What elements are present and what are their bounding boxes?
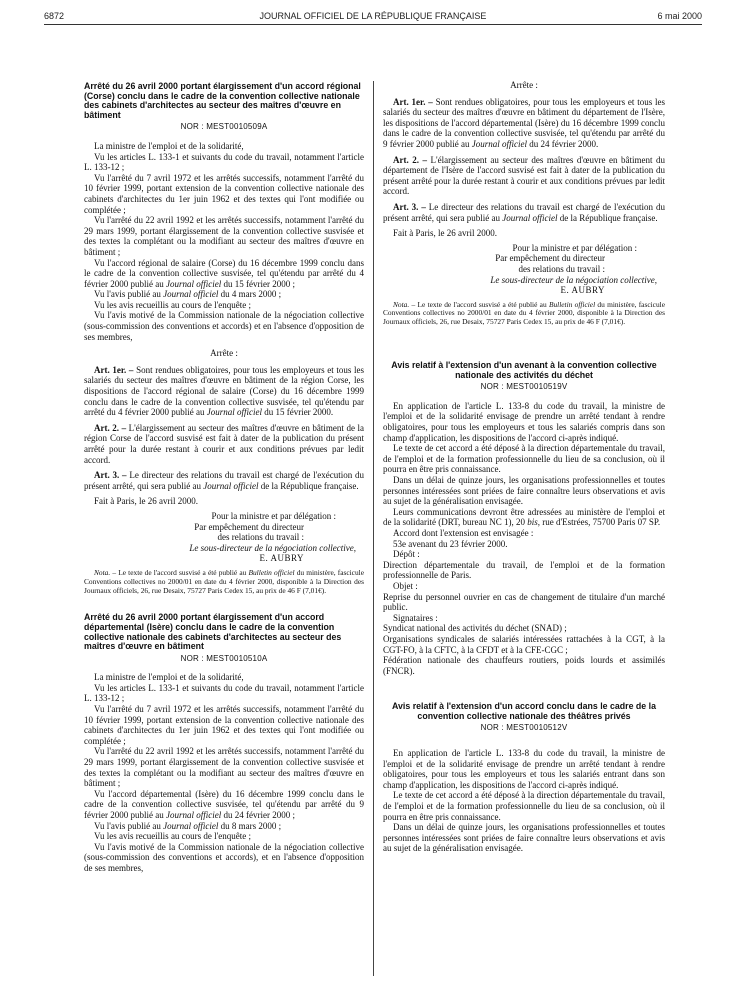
paragraph: Reprise du personnel ouvrier en cas de changement de titulaire d'un marché public. <box>383 591 665 613</box>
paragraph: Accord dont l'extension est envisagée : <box>393 527 534 538</box>
signature-line: Pour la ministre et par délégation : <box>512 242 637 253</box>
page-number: 6872 <box>44 11 65 21</box>
paragraph: Vu l'avis motivé de la Commission nationale de la négociation collective (sous-commission des conventions et accords), et en l'absence d'opposition de ses membres, <box>84 841 364 873</box>
nor-reference: NOR : MESТ0010519V <box>480 382 568 392</box>
nor-reference: NOR : MESТ0010510A <box>180 653 268 663</box>
paragraph: Le texte de cet accord a été déposé à la direction départementale du travail, de l'emploi et de la formation professionnelle du lieu de sa conclusion, où il pourra en être pris connaissance. <box>383 443 665 475</box>
paragraph: Vu les avis recueillis au cours de l'enquête ; <box>94 299 252 310</box>
nota: Nota. – Le texte de l'accord susvisé a été publié au Bulletin officiel du ministère, fascicule Conventions collectives no 2000/01 en date du 4 février 2000, disponible à la Direction des Journaux officiels, 26, rue Desaix, 75727 Paris Cedex 15, au prix de 46 F (7,01€). <box>383 299 665 327</box>
paragraph: Vu l'accord départemental (Isère) du 16 décembre 1999 conclu dans le cadre de la convention collective susvisée, tel qu'étendu par arrêté du 9 février 2000 publié au Journal officiel du 24 février 2000 ; <box>84 788 364 821</box>
paragraph: Vu les articles L. 133-1 et suivants du code du travail, notamment l'article L. 133-12 ; <box>84 682 364 704</box>
signature-line: des relations du travail : <box>518 263 605 274</box>
paragraph: Vu l'avis motivé de la Commission nationale de la négociation collective (sous-commission des conventions et accords) et en l'absence d'opposition de ses membres, <box>84 310 364 342</box>
article-1: Art. 1er. – Sont rendues obligatoires, pour tous les employeurs et tous les salariés du secteur des maîtres d'œuvre en bâtiment du département de l'Isère, les dispositions de l'accord départemental (Isère) du 16 décembre 1999 conclu dans le cadre de la convention collective susvisée, tel qu'étendu par arrêté du 9 février 2000 publié au Journal officiel du 24 février 2000. <box>383 96 666 149</box>
paragraph: Vu l'arrêté du 22 avril 1992 et les arrêtés successifs, notamment l'arrêté du 29 mars 1999, portant élargissement de la convention collective susvisée et des textes la complétant ou la modifiant au secteur des maîtres d'œuvre en bâtiment ; <box>84 746 364 789</box>
article-title: Arrêté du 26 avril 2000 portant élargissement d'un accord départemental (Isère) conclu dans le cadre de la convention collective nationale des cabinets d'architectes au secteur des maîtres d'œuvre en bâtiment <box>84 612 342 652</box>
article-3: Art. 3. – Le directeur des relations du travail est chargé de l'exécution du présent arrêté, qui sera publié au Journal officiel de la République française. <box>84 470 364 491</box>
paragraph: 53e avenant du 23 février 2000. <box>393 538 508 549</box>
issue-date: 6 mai 2000 <box>657 11 702 21</box>
avis-theatres-prives <box>383 702 665 854</box>
signature-line: Pour la ministre et par délégation : <box>211 510 336 521</box>
paragraph: En application de l'article L. 133-8 du code du travail, la ministre de l'emploi et de la solidarité envisage de prendre un arrêté tendant à rendre obligatoires, pour tous les employeurs et tous les salariés compris dans son champ d'application, les dispositions de l'accord ci-après indiqué. <box>383 400 665 443</box>
signature-title: Le sous-directeur de la négociation collective, <box>189 542 356 553</box>
article-title: Avis relatif à l'extension d'un avenant à la convention collective nationale des activités du déchet <box>391 360 657 380</box>
paragraph: En application de l'article L. 133-8 du code du travail, la ministre de l'emploi et de la solidarité envisage de prendre un arrêté tendant à rendre obligatoires, pour tous les employeurs et tous les salariés entrant dans son champ d'application, les dispositions de l'accord ci-après indiqué. <box>383 748 665 790</box>
paragraph: Vu l'avis publié au Journal officiel du 8 mars 2000 ; <box>94 820 282 831</box>
place-date: Fait à Paris, le 26 avril 2000. <box>94 496 198 507</box>
article-1: Art. 1er. – Sont rendues obligatoires, pour tous les employeurs et tous les salariés du secteur des maîtres d'œuvre en bâtiment de la région Corse, les dispositions de l'accord régional de salaire (Corse) du 16 décembre 1999 conclu dans le cadre de la convention collective susvisée, tel qu'étendu par arrêté du 4 février 2000 publié au Journal officiel du 15 février 2000. <box>84 364 365 418</box>
signatory: Syndicat national des activités du déchet (SNAD) ; <box>383 623 567 634</box>
article-3: Art. 3. – Le directeur des relations du travail est chargé de l'exécution du présent arrêté, qui sera publié au Journal officiel de la République française. <box>383 201 665 223</box>
article-2: Art. 2. – L'élargissement au secteur des maîtres d'œuvre en bâtiment du département de l'Isère de l'accord susvisé est fait à dater de la publication du présent arrêté pour la durée restant à courir et aux conditions prévues par ledit accord. <box>383 154 665 197</box>
signatory: Organisations syndicales de salariés intéressées rattachées à la CGT, à la CGT-FO, à la CFTC, à la CFDT et à la CFE-CGC ; <box>383 633 665 655</box>
label: Objet : <box>393 580 418 591</box>
paragraph: Vu l'arrêté du 7 avril 1972 et les arrêtés successifs, notamment l'arrêté du 10 février 1999, portant extension de la convention collective nationale des cabinets d'architectes du 1er juin 1962 et des textes qui l'ont modifiée ou complétée ; <box>84 704 364 746</box>
paragraph: Vu les articles L. 133-1 et suivants du code du travail, notamment l'article L. 133-12 ; <box>84 151 364 173</box>
signature-line: des relations du travail : <box>217 532 304 543</box>
article-title: Arrêté du 26 avril 2000 portant élargissement d'un accord régional (Corse) conclu dans le cadre de la convention collective nationale des cabinets d'architectes au secteur des maîtres d'œuvre en bâtiment <box>84 81 361 120</box>
paragraph: La ministre de l'emploi et de la solidarité, <box>94 672 244 683</box>
article-2: Art. 2. – L'élargissement au secteur des maîtres d'œuvre en bâtiment de la région Corse de l'accord susvisé est fait à dater de la publication du présent arrêté pour la durée restant à courir et aux conditions prévues par ledit accord. <box>84 422 364 465</box>
arrete-heading: Arrête : <box>510 80 538 90</box>
paragraph: Direction départementale du travail, de l'emploi et de la formation professionnelle de Paris. <box>383 559 665 581</box>
journal-title: JOURNAL OFFICIEL DE LA RÉPUBLIQUE FRANÇAISE <box>259 11 487 21</box>
article-isere <box>84 613 364 873</box>
arrete-heading: Arrête : <box>210 348 238 359</box>
paragraph: Vu l'avis publié au Journal officiel du 4 mars 2000 ; <box>94 289 282 300</box>
paragraph: Dans un délai de quinze jours, les organisations professionnelles et toutes personnes intéressées sont priées de faire connaître leurs observations et avis au sujet de la généralisation envisagée. <box>383 822 665 854</box>
signature-line: Par empêchement du directeur <box>495 253 605 264</box>
signature-title: Le sous-directeur de la négociation collective, <box>490 274 657 285</box>
column-divider <box>373 81 374 976</box>
signature-line: Par empêchement du directeur <box>194 521 304 532</box>
left-column <box>84 82 364 874</box>
paragraph: Leurs communications devront être adressées au ministère de l'emploi et de la solidarité (DRT, bureau NC 1), 20 bis, rue d'Estrées, 75700 Paris 07 SP. <box>383 506 665 528</box>
signatory-name: E. AUBRY <box>259 553 304 564</box>
signatory-name: E. AUBRY <box>560 285 605 296</box>
running-header <box>44 11 702 25</box>
avis-activites-dechet <box>383 361 665 676</box>
header-rule <box>44 24 702 25</box>
nor-reference: NOR : MESТ0010509A <box>180 122 268 132</box>
label: Dépôt : <box>393 549 420 560</box>
paragraph: Vu l'arrêté du 7 avril 1972 et les arrêtés successifs, notamment l'arrêté du 10 février 1999, portant extension de la convention collective nationale des cabinets d'architectes du 1er juin 1962 et des textes qui l'ont modifiée ou complétée ; <box>84 172 364 215</box>
article-title: Avis relatif à l'extension d'un accord conclu dans le cadre de la convention collective nationale des théâtres privés <box>392 701 656 721</box>
paragraph: La ministre de l'emploi et de la solidarité, <box>94 140 244 151</box>
paragraph: Vu les avis recueillis au cours de l'enquête ; <box>94 831 252 842</box>
place-date: Fait à Paris, le 26 avril 2000. <box>393 228 497 239</box>
label: Signataires : <box>393 612 438 623</box>
signatory: Fédération nationale des chauffeurs routiers, poids lourds et assimilés (FNCR). <box>383 655 665 676</box>
article-corse <box>84 82 364 595</box>
right-column <box>383 80 665 854</box>
paragraph: Vu l'arrêté du 22 avril 1992 et les arrêtés successifs, notamment l'arrêté du 29 mars 1999, portant élargissement de la convention collective susvisée et des textes la complétant ou la modifiant au secteur des maîtres d'œuvre en bâtiment ; <box>84 215 364 257</box>
paragraph: Dans un délai de quinze jours, les organisations professionnelles et toutes personnes intéressées sont priées de faire connaître leurs observations et avis au sujet de la généralisation envisagée. <box>383 475 665 507</box>
paragraph: Le texte de cet accord a été déposé à la direction départementale du travail, de l'emploi et de la formation professionnelle du lieu de sa conclusion, où il pourra en être pris connaissance. <box>383 790 665 822</box>
article-isere-continued <box>383 80 665 327</box>
nota: Nota. – Le texte de l'accord susvisé a été publié au Bulletin officiel du ministère, fascicule Conventions collectives no 2000/01 en date du 4 février 2000, disponible à la Direction des Journaux officiels, 26, rue Desaix, 75727 Paris Cedex 15, au prix de 46 F (7,01€). <box>84 567 364 595</box>
paragraph: Vu l'accord régional de salaire (Corse) du 16 décembre 1999 conclu dans le cadre de la convention collective susvisée, tel qu'étendu par arrêté du 4 février 2000 publié au Journal officiel du 15 février 2000 ; <box>84 257 364 289</box>
nor-reference: NOR : MESТ0010512V <box>480 723 568 733</box>
